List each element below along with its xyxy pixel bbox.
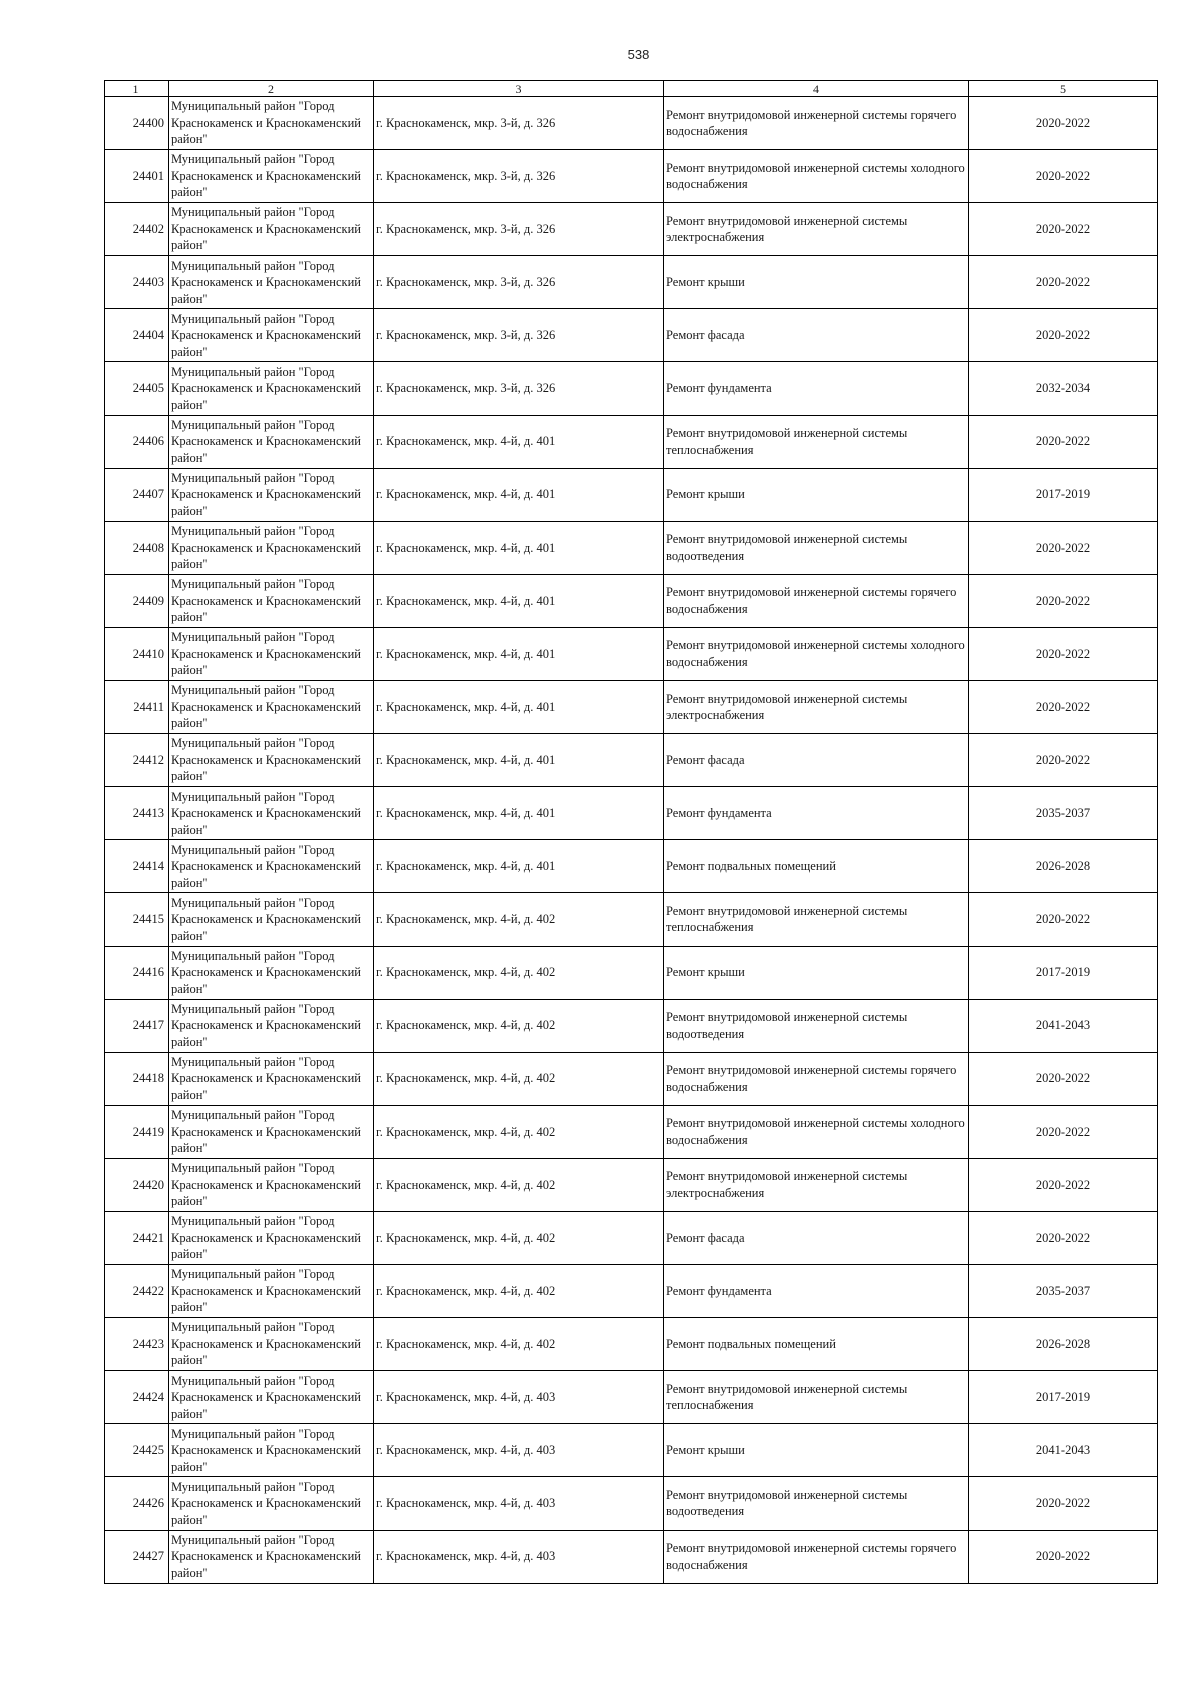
row-number-cell: 24413 — [105, 787, 169, 840]
address-cell: г. Краснокаменск, мкр. 4-й, д. 402 — [374, 1211, 664, 1264]
table-row — [105, 1318, 1158, 1371]
table-row — [105, 893, 1158, 946]
address-cell: г. Краснокаменск, мкр. 4-й, д. 401 — [374, 787, 664, 840]
address-cell: г. Краснокаменск, мкр. 4-й, д. 401 — [374, 521, 664, 574]
work-type-cell: Ремонт подвальных помещений — [664, 1318, 969, 1371]
address-cell: г. Краснокаменск, мкр. 4-й, д. 402 — [374, 1105, 664, 1158]
municipal-district-cell: Муниципальный район "Город Краснокаменск и Краснокаменский район" — [169, 256, 374, 309]
period-cell: 2026-2028 — [969, 840, 1158, 893]
row-number-cell: 24417 — [105, 999, 169, 1052]
municipal-district-cell: Муниципальный район "Город Краснокаменск и Краснокаменский район" — [169, 97, 374, 150]
table-row — [105, 1477, 1158, 1530]
municipal-district-cell: Муниципальный район "Город Краснокаменск и Краснокаменский район" — [169, 150, 374, 203]
period-cell: 2020-2022 — [969, 1158, 1158, 1211]
address-cell: г. Краснокаменск, мкр. 4-й, д. 401 — [374, 840, 664, 893]
table-row — [105, 1105, 1158, 1158]
period-cell: 2020-2022 — [969, 150, 1158, 203]
address-cell: г. Краснокаменск, мкр. 4-й, д. 403 — [374, 1371, 664, 1424]
address-cell: г. Краснокаменск, мкр. 4-й, д. 401 — [374, 468, 664, 521]
work-type-cell: Ремонт фундамента — [664, 362, 969, 415]
period-cell: 2020-2022 — [969, 681, 1158, 734]
work-type-cell: Ремонт крыши — [664, 256, 969, 309]
work-type-cell: Ремонт внутридомовой инженерной системы электроснабжения — [664, 681, 969, 734]
address-cell: г. Краснокаменск, мкр. 4-й, д. 402 — [374, 1265, 664, 1318]
table-row — [105, 627, 1158, 680]
period-cell: 2020-2022 — [969, 521, 1158, 574]
period-cell: 2020-2022 — [969, 415, 1158, 468]
municipal-district-cell: Муниципальный район "Город Краснокаменск и Краснокаменский район" — [169, 893, 374, 946]
period-cell: 2020-2022 — [969, 203, 1158, 256]
address-cell: г. Краснокаменск, мкр. 3-й, д. 326 — [374, 97, 664, 150]
page-number: 538 — [627, 47, 650, 62]
row-number-cell: 24412 — [105, 734, 169, 787]
table-row — [105, 946, 1158, 999]
column-header-4: 4 — [664, 81, 969, 97]
work-type-cell: Ремонт внутридомовой инженерной системы водоотведения — [664, 999, 969, 1052]
table-row — [105, 97, 1158, 150]
municipal-district-cell: Муниципальный район "Город Краснокаменск и Краснокаменский район" — [169, 734, 374, 787]
table-body — [105, 97, 1158, 1584]
row-number-cell: 24423 — [105, 1318, 169, 1371]
address-cell: г. Краснокаменск, мкр. 3-й, д. 326 — [374, 256, 664, 309]
address-cell: г. Краснокаменск, мкр. 4-й, д. 403 — [374, 1530, 664, 1583]
work-type-cell: Ремонт внутридомовой инженерной системы электроснабжения — [664, 203, 969, 256]
municipal-district-cell: Муниципальный район "Город Краснокаменск и Краснокаменский район" — [169, 999, 374, 1052]
address-cell: г. Краснокаменск, мкр. 3-й, д. 326 — [374, 362, 664, 415]
row-number-cell: 24425 — [105, 1424, 169, 1477]
period-cell: 2017-2019 — [969, 468, 1158, 521]
work-type-cell: Ремонт внутридомовой инженерной системы горячего водоснабжения — [664, 1052, 969, 1105]
row-number-cell: 24420 — [105, 1158, 169, 1211]
work-type-cell: Ремонт внутридомовой инженерной системы горячего водоснабжения — [664, 97, 969, 150]
work-type-cell: Ремонт крыши — [664, 468, 969, 521]
period-cell: 2020-2022 — [969, 1211, 1158, 1264]
column-header-3: 3 — [374, 81, 664, 97]
work-type-cell: Ремонт внутридомовой инженерной системы холодного водоснабжения — [664, 627, 969, 680]
period-cell: 2020-2022 — [969, 1530, 1158, 1583]
table-row — [105, 203, 1158, 256]
municipal-district-cell: Муниципальный район "Город Краснокаменск и Краснокаменский район" — [169, 203, 374, 256]
table-row — [105, 150, 1158, 203]
column-header-1: 1 — [105, 81, 169, 97]
row-number-cell: 24426 — [105, 1477, 169, 1530]
row-number-cell: 24418 — [105, 1052, 169, 1105]
address-cell: г. Краснокаменск, мкр. 3-й, д. 326 — [374, 150, 664, 203]
work-type-cell: Ремонт внутридомовой инженерной системы теплоснабжения — [664, 1371, 969, 1424]
row-number-cell: 24424 — [105, 1371, 169, 1424]
row-number-cell: 24414 — [105, 840, 169, 893]
address-cell: г. Краснокаменск, мкр. 4-й, д. 402 — [374, 1158, 664, 1211]
row-number-cell: 24421 — [105, 1211, 169, 1264]
period-cell: 2020-2022 — [969, 893, 1158, 946]
row-number-cell: 24407 — [105, 468, 169, 521]
period-cell: 2017-2019 — [969, 946, 1158, 999]
period-cell: 2020-2022 — [969, 1477, 1158, 1530]
period-cell: 2020-2022 — [969, 1052, 1158, 1105]
municipal-district-cell: Муниципальный район "Город Краснокаменск и Краснокаменский район" — [169, 1424, 374, 1477]
municipal-district-cell: Муниципальный район "Город Краснокаменск и Краснокаменский район" — [169, 1477, 374, 1530]
work-type-cell: Ремонт внутридомовой инженерной системы водоотведения — [664, 1477, 969, 1530]
work-type-cell: Ремонт внутридомовой инженерной системы электроснабжения — [664, 1158, 969, 1211]
period-cell: 2032-2034 — [969, 362, 1158, 415]
period-cell: 2017-2019 — [969, 1371, 1158, 1424]
municipal-district-cell: Муниципальный район "Город Краснокаменск и Краснокаменский район" — [169, 1052, 374, 1105]
municipal-district-cell: Муниципальный район "Город Краснокаменск и Краснокаменский район" — [169, 1265, 374, 1318]
address-cell: г. Краснокаменск, мкр. 4-й, д. 402 — [374, 999, 664, 1052]
table-row — [105, 309, 1158, 362]
address-cell: г. Краснокаменск, мкр. 4-й, д. 401 — [374, 574, 664, 627]
municipal-district-cell: Муниципальный район "Город Краснокаменск и Краснокаменский район" — [169, 1530, 374, 1583]
municipal-district-cell: Муниципальный район "Город Краснокаменск и Краснокаменский район" — [169, 1211, 374, 1264]
work-type-cell: Ремонт внутридомовой инженерной системы горячего водоснабжения — [664, 1530, 969, 1583]
row-number-cell: 24408 — [105, 521, 169, 574]
repair-schedule-table — [104, 80, 1158, 1584]
table-row — [105, 1371, 1158, 1424]
period-cell: 2020-2022 — [969, 97, 1158, 150]
municipal-district-cell: Муниципальный район "Город Краснокаменск и Краснокаменский район" — [169, 468, 374, 521]
work-type-cell: Ремонт внутридомовой инженерной системы холодного водоснабжения — [664, 150, 969, 203]
table-row — [105, 734, 1158, 787]
municipal-district-cell: Муниципальный район "Город Краснокаменск и Краснокаменский район" — [169, 309, 374, 362]
table-row — [105, 999, 1158, 1052]
period-cell: 2020-2022 — [969, 309, 1158, 362]
municipal-district-cell: Муниципальный район "Город Краснокаменск и Краснокаменский район" — [169, 1105, 374, 1158]
period-cell: 2041-2043 — [969, 999, 1158, 1052]
row-number-cell: 24406 — [105, 415, 169, 468]
table-row — [105, 1158, 1158, 1211]
table-row — [105, 256, 1158, 309]
municipal-district-cell: Муниципальный район "Город Краснокаменск и Краснокаменский район" — [169, 627, 374, 680]
row-number-cell: 24403 — [105, 256, 169, 309]
row-number-cell: 24401 — [105, 150, 169, 203]
municipal-district-cell: Муниципальный район "Город Краснокаменск и Краснокаменский район" — [169, 787, 374, 840]
municipal-district-cell: Муниципальный район "Город Краснокаменск и Краснокаменский район" — [169, 1158, 374, 1211]
period-cell: 2020-2022 — [969, 574, 1158, 627]
address-cell: г. Краснокаменск, мкр. 4-й, д. 402 — [374, 1052, 664, 1105]
address-cell: г. Краснокаменск, мкр. 4-й, д. 401 — [374, 627, 664, 680]
period-cell: 2020-2022 — [969, 734, 1158, 787]
period-cell: 2026-2028 — [969, 1318, 1158, 1371]
municipal-district-cell: Муниципальный район "Город Краснокаменск и Краснокаменский район" — [169, 840, 374, 893]
table-row — [105, 1211, 1158, 1264]
table-row — [105, 787, 1158, 840]
column-header-2: 2 — [169, 81, 374, 97]
address-cell: г. Краснокаменск, мкр. 4-й, д. 401 — [374, 734, 664, 787]
work-type-cell: Ремонт фасада — [664, 1211, 969, 1264]
row-number-cell: 24411 — [105, 681, 169, 734]
row-number-cell: 24409 — [105, 574, 169, 627]
row-number-cell: 24405 — [105, 362, 169, 415]
row-number-cell: 24404 — [105, 309, 169, 362]
period-cell: 2020-2022 — [969, 1105, 1158, 1158]
row-number-cell: 24400 — [105, 97, 169, 150]
municipal-district-cell: Муниципальный район "Город Краснокаменск и Краснокаменский район" — [169, 521, 374, 574]
work-type-cell: Ремонт фасада — [664, 309, 969, 362]
row-number-cell: 24422 — [105, 1265, 169, 1318]
table-row — [105, 1424, 1158, 1477]
address-cell: г. Краснокаменск, мкр. 4-й, д. 402 — [374, 1318, 664, 1371]
municipal-district-cell: Муниципальный район "Город Краснокаменск и Краснокаменский район" — [169, 681, 374, 734]
period-cell: 2020-2022 — [969, 627, 1158, 680]
row-number-cell: 24410 — [105, 627, 169, 680]
municipal-district-cell: Муниципальный район "Город Краснокаменск и Краснокаменский район" — [169, 946, 374, 999]
address-cell: г. Краснокаменск, мкр. 4-й, д. 403 — [374, 1477, 664, 1530]
work-type-cell: Ремонт внутридомовой инженерной системы теплоснабжения — [664, 893, 969, 946]
table-row — [105, 1530, 1158, 1583]
work-type-cell: Ремонт внутридомовой инженерной системы водоотведения — [664, 521, 969, 574]
table-row — [105, 468, 1158, 521]
municipal-district-cell: Муниципальный район "Город Краснокаменск и Краснокаменский район" — [169, 1318, 374, 1371]
work-type-cell: Ремонт внутридомовой инженерной системы горячего водоснабжения — [664, 574, 969, 627]
table-row — [105, 574, 1158, 627]
table-row — [105, 1265, 1158, 1318]
row-number-cell: 24402 — [105, 203, 169, 256]
period-cell: 2035-2037 — [969, 1265, 1158, 1318]
municipal-district-cell: Муниципальный район "Город Краснокаменск и Краснокаменский район" — [169, 1371, 374, 1424]
row-number-cell: 24416 — [105, 946, 169, 999]
table-row — [105, 840, 1158, 893]
table-row — [105, 362, 1158, 415]
column-header-5: 5 — [969, 81, 1158, 97]
address-cell: г. Краснокаменск, мкр. 4-й, д. 402 — [374, 946, 664, 999]
address-cell: г. Краснокаменск, мкр. 4-й, д. 401 — [374, 681, 664, 734]
work-type-cell: Ремонт подвальных помещений — [664, 840, 969, 893]
work-type-cell: Ремонт фасада — [664, 734, 969, 787]
row-number-cell: 24427 — [105, 1530, 169, 1583]
work-type-cell: Ремонт внутридомовой инженерной системы холодного водоснабжения — [664, 1105, 969, 1158]
work-type-cell: Ремонт фундамента — [664, 787, 969, 840]
work-type-cell: Ремонт фундамента — [664, 1265, 969, 1318]
table-row — [105, 681, 1158, 734]
work-type-cell: Ремонт внутридомовой инженерной системы теплоснабжения — [664, 415, 969, 468]
table-row — [105, 1052, 1158, 1105]
table-row — [105, 415, 1158, 468]
row-number-cell: 24419 — [105, 1105, 169, 1158]
municipal-district-cell: Муниципальный район "Город Краснокаменск и Краснокаменский район" — [169, 362, 374, 415]
period-cell: 2035-2037 — [969, 787, 1158, 840]
address-cell: г. Краснокаменск, мкр. 4-й, д. 402 — [374, 893, 664, 946]
address-cell: г. Краснокаменск, мкр. 3-й, д. 326 — [374, 203, 664, 256]
address-cell: г. Краснокаменск, мкр. 4-й, д. 401 — [374, 415, 664, 468]
column-number-row — [105, 81, 1158, 97]
address-cell: г. Краснокаменск, мкр. 3-й, д. 326 — [374, 309, 664, 362]
work-type-cell: Ремонт крыши — [664, 1424, 969, 1477]
address-cell: г. Краснокаменск, мкр. 4-й, д. 403 — [374, 1424, 664, 1477]
municipal-district-cell: Муниципальный район "Город Краснокаменск и Краснокаменский район" — [169, 574, 374, 627]
period-cell: 2041-2043 — [969, 1424, 1158, 1477]
period-cell: 2020-2022 — [969, 256, 1158, 309]
work-type-cell: Ремонт крыши — [664, 946, 969, 999]
municipal-district-cell: Муниципальный район "Город Краснокаменск и Краснокаменский район" — [169, 415, 374, 468]
row-number-cell: 24415 — [105, 893, 169, 946]
table-row — [105, 521, 1158, 574]
